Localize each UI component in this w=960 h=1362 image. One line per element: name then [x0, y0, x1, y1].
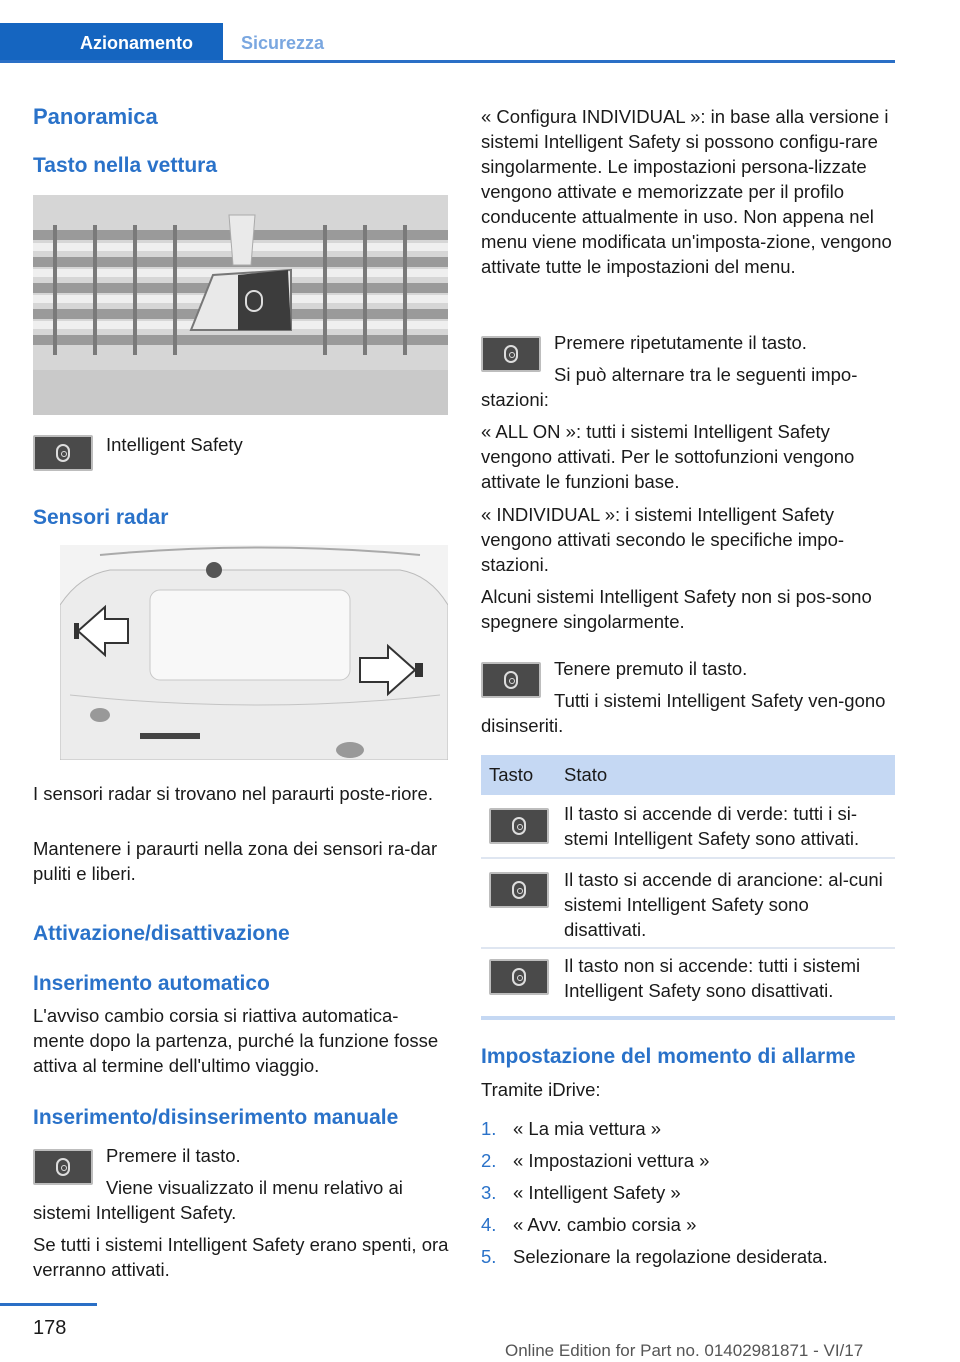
table-row — [481, 859, 895, 949]
auto-text: L'avviso cambio corsia si riattiva automatica-mente dopo la partenza, purché la funzione fosse attiva al termine dell'ultimo viaggio. — [33, 1005, 439, 1076]
step-number: 2. — [481, 1150, 497, 1171]
row-state-text: Il tasto non si accende: tutti i sistemi Intelligent Safety sono disattivati. — [564, 955, 861, 1001]
manual-step2: Viene visualizzato il menu relativo ai sistemi Intelligent Safety. — [33, 1177, 403, 1223]
step-text: « La mia vettura » — [513, 1118, 662, 1139]
page-number: 178 — [33, 1317, 67, 1339]
heading-activation: Attivazione/disattivazione — [33, 922, 290, 945]
config-individual-text: « Configura INDIVIDUAL »: in base alla versione i sistemi Intelligent Safety si possono configu-rare singolarmente. Le impostazioni persona-lizzate vengono attivate e memorizzate per il profilo conducente attualmente in uso. Non appena nel menu viene modificata un'imposta-zione, vengono attivate tutte le impostazioni del menu. — [481, 106, 892, 277]
heading-alarm-timing: Impostazione del momento di allarme — [481, 1045, 856, 1068]
tab-sicurezza[interactable]: Sicurezza — [241, 33, 325, 53]
manual-step1: Premere il tasto. — [106, 1145, 241, 1166]
step-number: 4. — [481, 1214, 497, 1235]
step-text: « Impostazioni vettura » — [513, 1150, 710, 1171]
table-row — [481, 795, 895, 859]
radar-clean-text: Mantenere i paraurti nella zona dei sensori ra-dar puliti e liberi. — [33, 838, 438, 884]
all-on-text: « ALL ON »: tutti i sistemi Intelligent Safety vengono attivati. Per le sottofunzioni vengono attivate le funzioni base. — [481, 421, 855, 492]
heading-overview: Panoramica — [33, 104, 158, 129]
row-state-text: Il tasto si accende di verde: tutti i si-stemi Intelligent Safety sono attivati. — [564, 803, 860, 849]
step-number: 5. — [481, 1246, 497, 1267]
step-number: 3. — [481, 1182, 497, 1203]
hold-detail: Tutti i sistemi Intelligent Safety ven-gono disinseriti. — [481, 690, 886, 736]
button-orange-icon — [489, 872, 549, 908]
grille-button-photo — [33, 195, 448, 415]
col-state-header: Stato — [564, 764, 608, 785]
edition-footer: Online Edition for Part no. 01402981871 - VI/17 — [505, 1341, 864, 1360]
header-rule — [0, 60, 895, 63]
step-text: « Intelligent Safety » — [513, 1182, 681, 1203]
not-switchable-text: Alcuni sistemi Intelligent Safety non si pos-sono spegnere singolarmente. — [481, 586, 872, 632]
tab-azionamento[interactable]: Azionamento — [0, 23, 223, 63]
heading-button-in-car: Tasto nella vettura — [33, 154, 217, 177]
chapter-header — [0, 23, 895, 63]
hold-text: Tenere premuto il tasto. — [554, 658, 748, 679]
step-number: 1. — [481, 1118, 497, 1139]
table-header — [481, 755, 895, 795]
table-row — [481, 949, 895, 1009]
press-repeat-text: Premere ripetutamente il tasto. — [554, 332, 807, 353]
heading-radar: Sensori radar — [33, 506, 169, 529]
row-state-text: Il tasto si accende di arancione: al-cuni sistemi Intelligent Safety sono disattivati. — [564, 869, 883, 940]
idrive-text: Tramite iDrive: — [481, 1079, 601, 1100]
car-rear-radar-photo — [60, 545, 448, 760]
table-bottom-rule — [481, 1016, 895, 1020]
page-number-rule — [0, 1303, 97, 1306]
button-off-icon — [489, 959, 549, 995]
heading-manual: Inserimento/disinserimento manuale — [33, 1106, 399, 1129]
manual-note: Se tutti i sistemi Intelligent Safety erano spenti, ora verranno attivati. — [33, 1234, 449, 1280]
individual-text: « INDIVIDUAL »: i sistemi Intelligent Safety vengono attivati secondo le specifiche impo-stazioni. — [481, 504, 845, 575]
button-green-icon — [489, 808, 549, 844]
step-text: Selezionare la regolazione desiderata. — [513, 1246, 828, 1267]
press-repeat-detail: Si può alternare tra le seguenti impo-stazioni: — [481, 364, 858, 410]
heading-auto: Inserimento automatico — [33, 972, 270, 995]
step-text: « Avv. cambio corsia » — [513, 1214, 697, 1235]
col-key-header: Tasto — [489, 764, 534, 785]
radar-location-text: I sensori radar si trovano nel paraurti poste-riore. — [33, 783, 433, 804]
button-caption: Intelligent Safety — [106, 434, 243, 455]
intelligent-safety-button-icon — [33, 435, 93, 471]
